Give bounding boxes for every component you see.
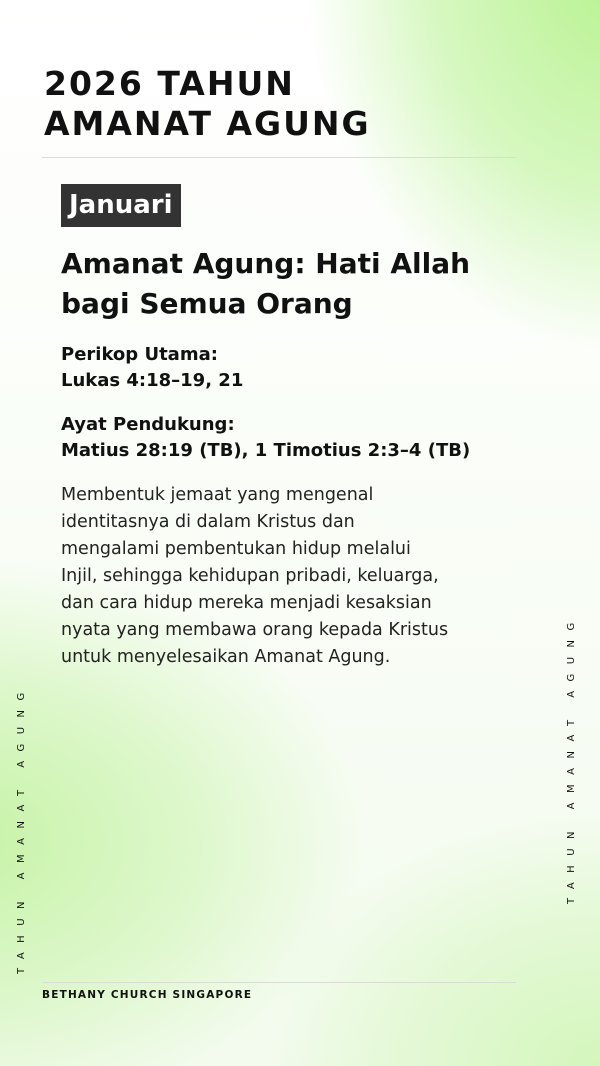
page-title <box>44 64 371 144</box>
description-line: nyata yang membawa orang kepada Kristus <box>61 620 449 640</box>
supporting-verses-block <box>61 412 470 464</box>
heading-line-1: Amanat Agung: Hati Allah <box>61 247 471 280</box>
bottom-divider <box>42 982 516 983</box>
supporting-verses-value: Matius 28:19 (TB), 1 Timotius 2:3–4 (TB) <box>61 440 471 461</box>
description-line: untuk menyelesaikan Amanat Agung. <box>61 647 391 667</box>
heading-line-2: bagi Semua Orang <box>61 287 353 320</box>
side-text-right: TAHUN AMANAT AGUNG <box>566 613 577 904</box>
title-line-2: AMANAT AGUNG <box>44 104 371 143</box>
description-line: dan cara hidup mereka menjadi kesaksian <box>61 593 432 613</box>
description-paragraph <box>61 482 541 671</box>
description-line: Membentuk jemaat yang mengenal <box>61 485 374 505</box>
supporting-verses-label: Ayat Pendukung: <box>61 414 235 435</box>
main-passage-value: Lukas 4:18–19, 21 <box>61 370 244 391</box>
title-line-1: 2026 TAHUN <box>44 64 295 103</box>
month-badge: Januari <box>61 184 181 227</box>
description-line: Injil, sehingga kehidupan pribadi, keluarga, <box>61 566 439 586</box>
side-text-left: TAHUN AMANAT AGUNG <box>16 683 27 974</box>
top-divider <box>42 157 516 158</box>
description-line: identitasnya di dalam Kristus dan <box>61 512 355 532</box>
footer-church-name: BETHANY CHURCH SINGAPORE <box>42 989 253 1001</box>
main-passage-label: Perikop Utama: <box>61 344 218 365</box>
section-heading <box>61 244 531 324</box>
description-line: mengalami pembentukan hidup melalui <box>61 539 411 559</box>
main-passage-block <box>61 342 243 394</box>
